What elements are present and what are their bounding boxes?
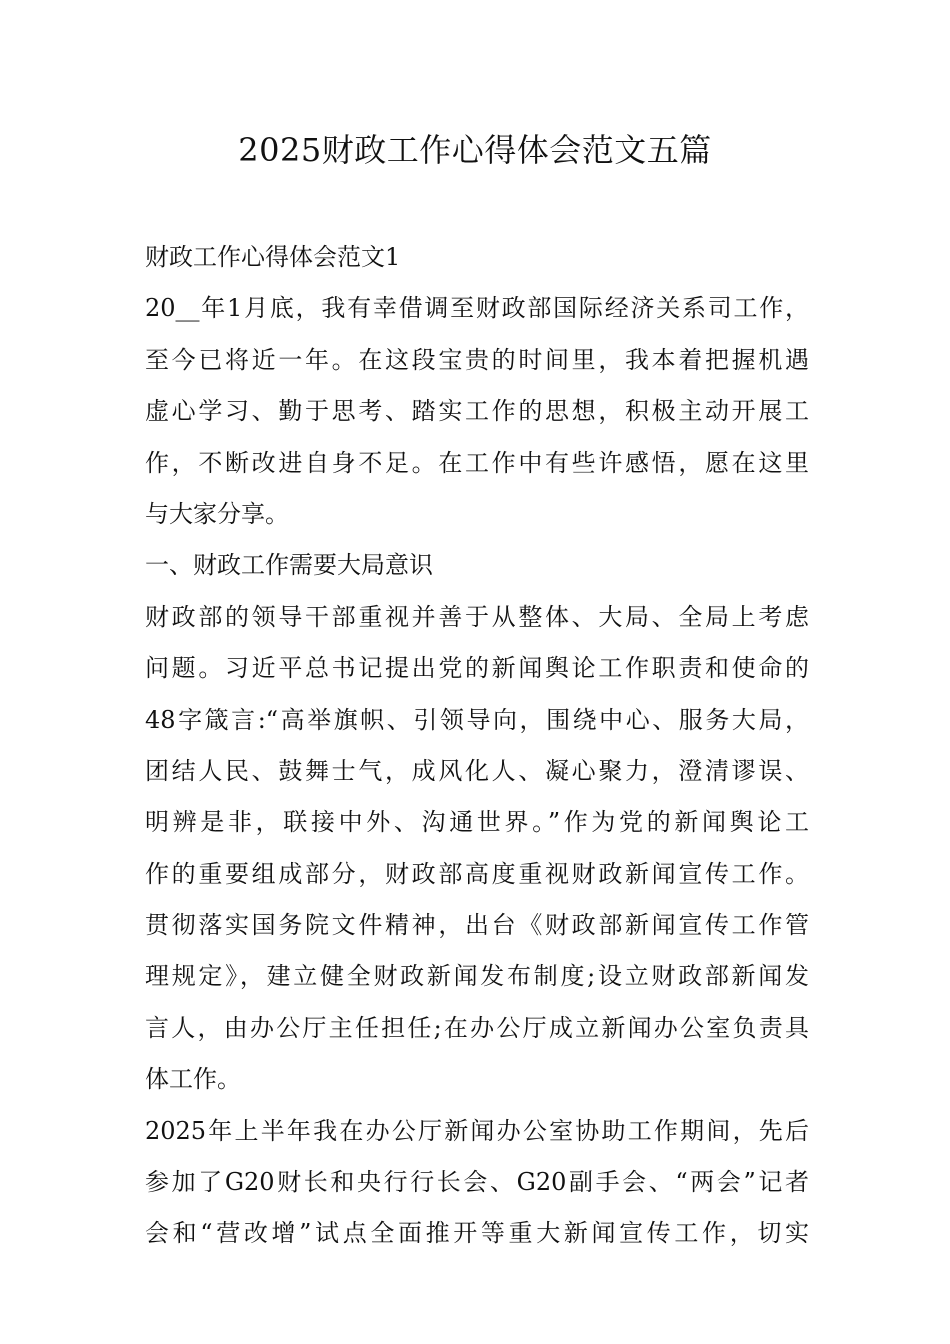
text-line: 会和“营改增”试点全面推开等重大新闻宣传工作，切实 (145, 1219, 809, 1248)
text-line: 体工作。 (145, 1065, 241, 1094)
text-line: 作的重要组成部分，财政部高度重视财政新闻宣传工作。 (145, 859, 809, 888)
text-line: 财政部的领导干部重视并善于从整体、大局、全局上考虑 (145, 602, 809, 631)
text-line: 2025年上半年我在办公厅新闻办公室协助工作期间，先后 (145, 1116, 809, 1145)
text-line: 问题。习近平总书记提出党的新闻舆论工作职责和使命的 (145, 654, 809, 683)
text-line: 与大家分享。 (145, 499, 289, 528)
text-line: 虚心学习、勤于思考、踏实工作的思想，积极主动开展工 (145, 397, 809, 426)
text-line: 一、财政工作需要大局意识 (145, 551, 433, 580)
document-body (145, 232, 809, 1260)
text-line: 至今已将近一年。在这段宝贵的时间里，我本着把握机遇 (145, 345, 809, 374)
text-line: 财政工作心得体会范文1 (145, 243, 401, 271)
text-line: 明辨是非，联接中外、沟通世界。”作为党的新闻舆论工 (145, 808, 809, 837)
text-line: 作，不断改进自身不足。在工作中有些许感悟，愿在这里 (145, 448, 809, 477)
document-title: 2025财政工作心得体会范文五篇 (238, 131, 712, 169)
text-line: 参加了G20财长和央行行长会、G20副手会、“两会”记者 (145, 1168, 809, 1197)
text-line: 贯彻落实国务院文件精神，出台《财政部新闻宣传工作管 (145, 911, 809, 940)
text-line: 言人，由办公厅主任担任;在办公厅成立新闻办公室负责具 (145, 1013, 809, 1042)
text-line: 理规定》，建立健全财政新闻发布制度;设立财政部新闻发 (145, 962, 809, 991)
text-line: 团结人民、鼓舞士气，成风化人、凝心聚力，澄清谬误、 (145, 756, 809, 785)
text-line: 20__年1月底，我有幸借调至财政部国际经济关系司工作， (145, 294, 809, 323)
text-line: 48字箴言:“高举旗帜、引领导向，围绕中心、服务大局， (145, 705, 809, 734)
